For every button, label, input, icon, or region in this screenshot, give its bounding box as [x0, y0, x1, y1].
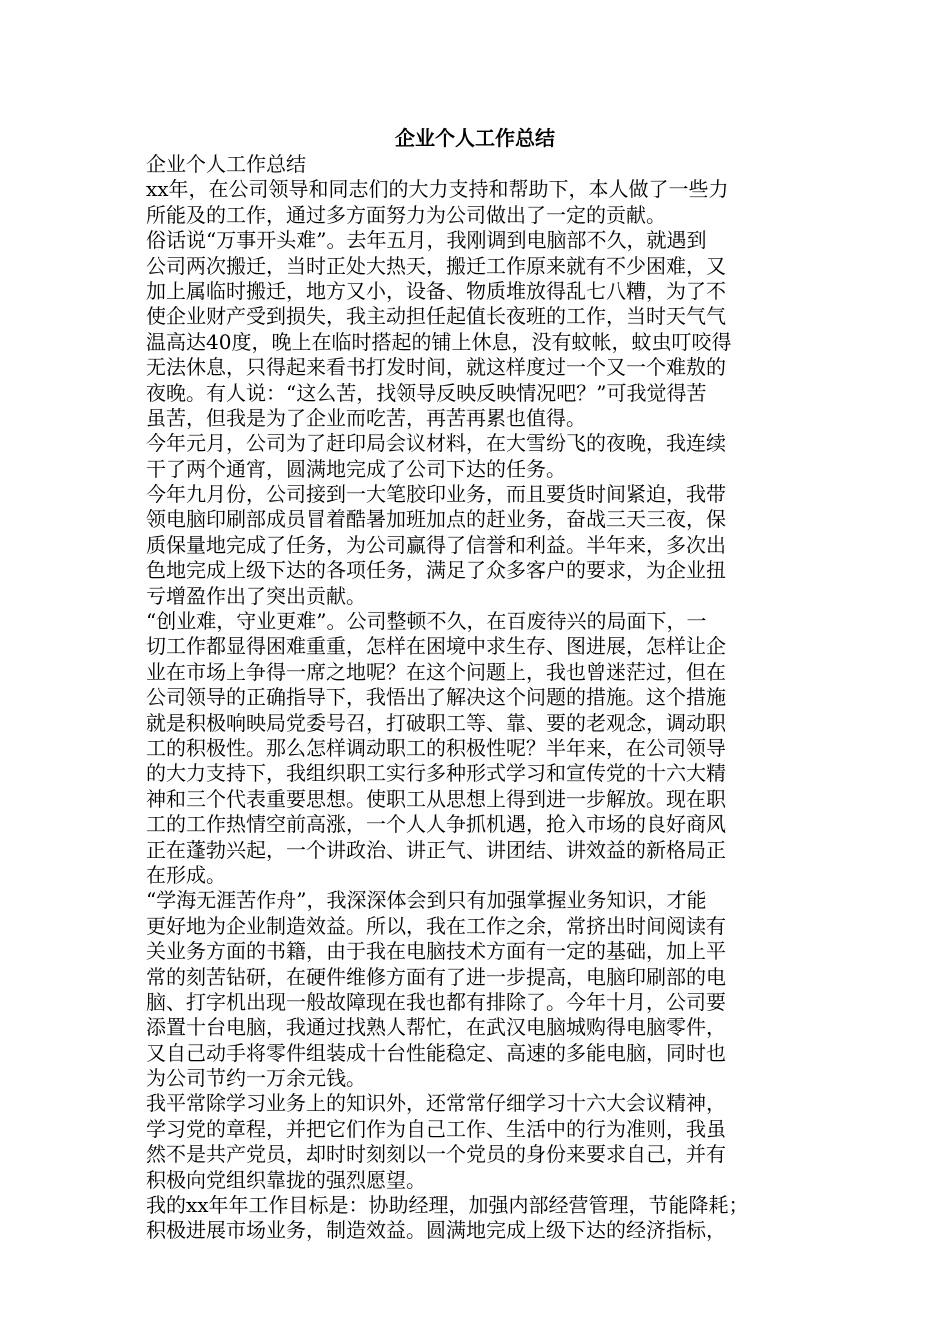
text-line: 工的积极性。那么怎样调动职工的积极性呢？半年来，在公司领导 [146, 735, 726, 760]
text-line: 就是积极响映局党委号召，打破职工等、靠、要的老观念，调动职 [146, 710, 726, 735]
paragraph [146, 152, 806, 177]
text-line: 我的xx年年工作目标是：协助经理，加强内部经营管理，节能降耗； [146, 1193, 749, 1218]
text-line: 正在蓬勃兴起，一个讲政治、讲正气、讲团结、讲效益的新格局正 [146, 837, 726, 862]
paragraph [146, 228, 806, 431]
text-line: 色地完成上级下达的各项任务，满足了众多客户的要求，为企业扭 [146, 558, 726, 583]
text-line: 公司两次搬迁，当时正处大热天，搬迁工作原来就有不少困难，又 [146, 253, 726, 278]
text-line: 今年九月份，公司接到一大笔胶印业务，而且要货时间紧迫，我带 [146, 482, 726, 507]
text-line: 亏增盈作出了突出贡献。 [146, 583, 366, 608]
paragraph [146, 1091, 806, 1193]
text-line: 神和三个代表重要思想。使职工从思想上得到进一步解放。现在职 [146, 786, 726, 811]
text-line: 企业个人工作总结 [146, 152, 306, 176]
text-line: 工的工作热情空前高涨，一个人人争抓机遇，抢入市场的良好商风 [146, 812, 726, 837]
paragraph [146, 482, 806, 609]
text-line: 使企业财产受到损失，我主动担任起值长夜班的工作，当时天气气 [146, 304, 726, 329]
text-line: 常的刻苦钻研，在硬件维修方面有了进一步提高，电脑印刷部的电 [146, 964, 726, 989]
text-line: 为公司节约一万余元钱。 [146, 1066, 366, 1091]
text-line: xx年，在公司领导和同志们的大力支持和帮助下，本人做了一些力 [146, 177, 729, 202]
document-body [146, 152, 806, 1244]
text-line: 加上属临时搬迁，地方又小，设备、物质堆放得乱七八糟，为了不 [146, 278, 726, 303]
text-line: 积极进展市场业务，制造效益。圆满地完成上级下达的经济指标， [146, 1218, 726, 1243]
text-line: 关业务方面的书籍，由于我在电脑技术方面有一定的基础，加上平 [146, 939, 726, 964]
text-line: 虽苦，但我是为了企业而吃苦，再苦再累也值得。 [146, 405, 586, 430]
text-line: 学习党的章程，并把它们作为自己工作、生活中的行为准则，我虽 [146, 1116, 726, 1141]
text-line: “创业难，守业更难”。公司整顿不久，在百废待兴的局面下，一 [146, 609, 707, 634]
text-line: 我平常除学习业务上的知识外，还常常仔细学习十六大会议精神， [146, 1091, 726, 1116]
text-line: 领电脑印刷部成员冒着酷暑加班加点的赶业务，奋战三天三夜，保 [146, 507, 726, 532]
text-line: “学海无涯苦作舟”，我深深体会到只有加强掌握业务知识，才能 [146, 888, 707, 913]
text-line: 干了两个通宵，圆满地完成了公司下达的任务。 [146, 456, 566, 481]
text-line: 俗话说“万事开头难”。去年五月，我刚调到电脑部不久，就遇到 [146, 228, 707, 253]
paragraph [146, 177, 806, 228]
text-line: 公司领导的正确指导下，我悟出了解决这个问题的措施。这个措施 [146, 685, 726, 710]
text-line: 质保量地完成了任务，为公司赢得了信誉和利益。半年来，多次出 [146, 532, 726, 557]
paragraph [146, 888, 806, 1091]
paragraph [146, 1193, 806, 1244]
text-line: 切工作都显得困难重重，怎样在困境中求生存、图进展，怎样让企 [146, 634, 726, 659]
text-line: 在形成。 [146, 862, 226, 887]
document-title: 企业个人工作总结 [395, 126, 555, 150]
text-line: 更好地为企业制造效益。所以，我在工作之余，常挤出时间阅读有 [146, 913, 726, 938]
text-line: 然不是共产党员，却时时刻刻以一个党员的身份来要求自己，并有 [146, 1142, 726, 1167]
text-line: 所能及的工作，通过多方面努力为公司做出了一定的贡献。 [146, 202, 666, 227]
text-line: 温高达40度，晚上在临时搭起的铺上休息，没有蚊帐，蚊虫叮咬得 [146, 329, 732, 354]
text-line: 无法休息，只得起来看书打发时间，就这样度过一个又一个难敖的 [146, 355, 726, 380]
text-line: 今年元月，公司为了赶印局会议材料，在大雪纷飞的夜晚，我连续 [146, 431, 726, 456]
text-line: 添置十台电脑，我通过找熟人帮忙，在武汉电脑城购得电脑零件， [146, 1015, 726, 1040]
text-line: 的大力支持下，我组织职工实行多种形式学习和宣传党的十六大精 [146, 761, 726, 786]
text-line: 又自己动手将零件组装成十台性能稳定、高速的多能电脑，同时也 [146, 1040, 726, 1065]
text-line: 业在市场上争得一席之地呢？在这个问题上，我也曾迷茫过，但在 [146, 659, 726, 684]
paragraph [146, 431, 806, 482]
text-line: 夜晚。有人说：“这么苦，找领导反映反映情况吧？”可我觉得苦 [146, 380, 707, 405]
text-line: 脑、打字机出现一般故障现在我也都有排除了。今年十月，公司要 [146, 989, 726, 1014]
text-line: 积极向党组织靠拢的强烈愿望。 [146, 1167, 426, 1192]
paragraph [146, 609, 806, 888]
